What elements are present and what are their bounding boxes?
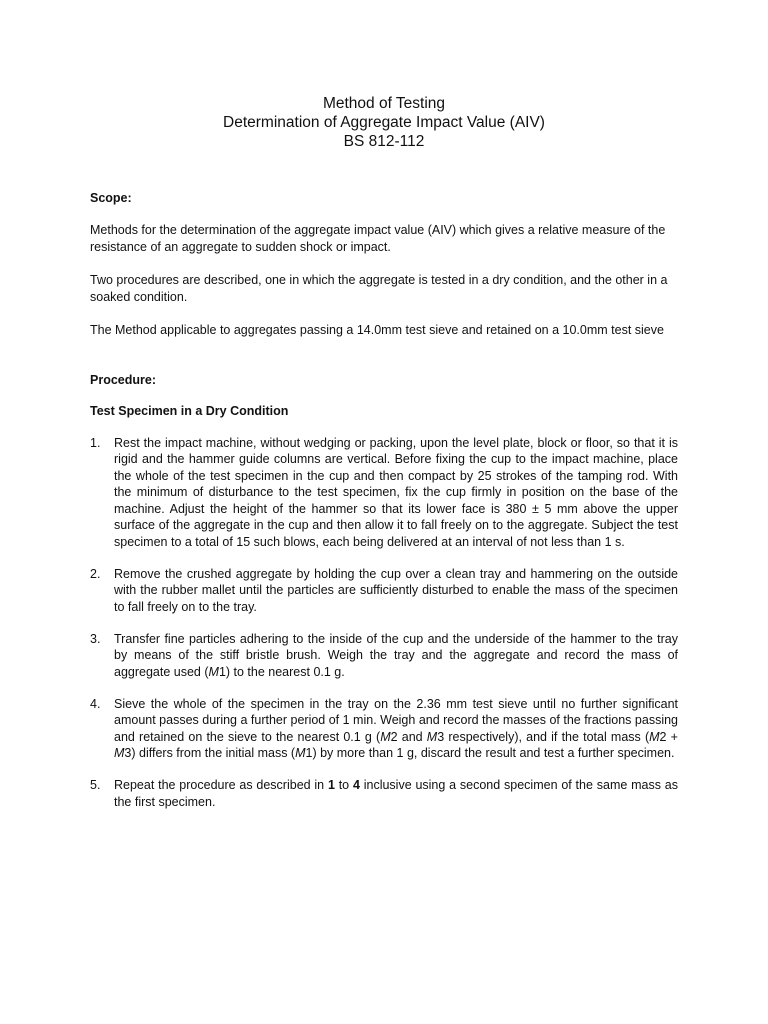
step-number: 5. xyxy=(90,778,101,792)
mass-symbol: M xyxy=(426,729,438,744)
step-text: Remove the crushed aggregate by holding the cup over a clean tray and hammering on the outside with the rubber mallet until the particles are sufficiently disturbed to enable the mass of the specimen to fall freely on to the tray. xyxy=(114,566,678,614)
scope-heading: Scope: xyxy=(90,191,132,205)
procedure-step xyxy=(90,631,678,681)
step-reference: 4 xyxy=(352,778,360,792)
step-number: 2. xyxy=(90,566,101,581)
procedure-step xyxy=(90,777,678,810)
title-line-1: Method of Testing xyxy=(322,95,446,112)
step-text: Repeat the procedure as described in 1 to 4 inclusive using a second specimen of the same mass as the first specimen. xyxy=(114,778,678,809)
step-text: Sieve the whole of the specimen in the tray on the 2.36 mm test sieve until no further significant amount passes during a further period of 1 min. Weigh and record the masses of the fractions passing and retained on the sieve to the nearest 0.1 g (M2 and M3 respectively), and if the total mass (M2 + M3) differs from the initial mass (M1) by more than 1 g, discard the result and test a further specimen. xyxy=(114,696,678,760)
title-line-2: Determination of Aggregate Impact Value (AIV) xyxy=(223,114,545,131)
procedure-subheading: Test Specimen in a Dry Condition xyxy=(90,403,289,418)
scope-paragraph-1: Methods for the determination of the aggregate impact value (AIV) which gives a relative measure of the resistance of an aggregate to sudden shock or impact. xyxy=(90,223,666,254)
mass-symbol: M xyxy=(295,746,306,760)
procedure-heading: Procedure: xyxy=(90,372,156,387)
document-title xyxy=(90,94,678,151)
mass-symbol: M xyxy=(380,729,391,744)
procedure-step xyxy=(90,696,678,762)
step-number: 3. xyxy=(90,631,101,646)
step-text: Transfer fine particles adhering to the inside of the cup and the underside of the hammer to the tray by means of the stiff bristle brush. Weigh the tray and the aggregate and record the mass of aggregate used (M1) to the nearest 0.1 g. xyxy=(114,631,678,679)
mass-symbol: M xyxy=(649,729,660,744)
step-number: 4. xyxy=(90,696,101,711)
scope-paragraph-2: Two procedures are described, one in which the aggregate is tested in a dry condition, and the other in a soaked condition. xyxy=(90,273,668,304)
step-reference: 1 xyxy=(327,778,335,792)
step-text: Rest the impact machine, without wedging or packing, upon the level plate, block or floor, so that it is rigid and the hammer guide columns are vertical. Before fixing the cup to the impact machine, place the whole of the test specimen in the cup and then compact by 25 strokes of the tamping rod. With the minimum of disturbance to the test specimen, fix the cup firmly in position on the base of the machine. Adjust the height of the hammer so that its lower face is 380 ± 5 mm above the upper surface of the aggregate in the cup and then allow it to fall freely on to the aggregate. Subject the test specimen to a total of 15 such blows, each being delivered at an interval of not less than 1 s. xyxy=(114,435,678,549)
procedure-steps xyxy=(90,435,678,811)
scope-paragraph-3: The Method applicable to aggregates passing a 14.0mm test sieve and retained on a 10.0mm test sieve xyxy=(90,323,664,337)
step-number: 1. xyxy=(90,435,101,450)
procedure-step xyxy=(90,435,678,551)
mass-symbol: M xyxy=(208,664,219,679)
procedure-step xyxy=(90,566,678,616)
mass-symbol: M xyxy=(114,746,125,760)
title-line-3: BS 812-112 xyxy=(343,133,425,150)
